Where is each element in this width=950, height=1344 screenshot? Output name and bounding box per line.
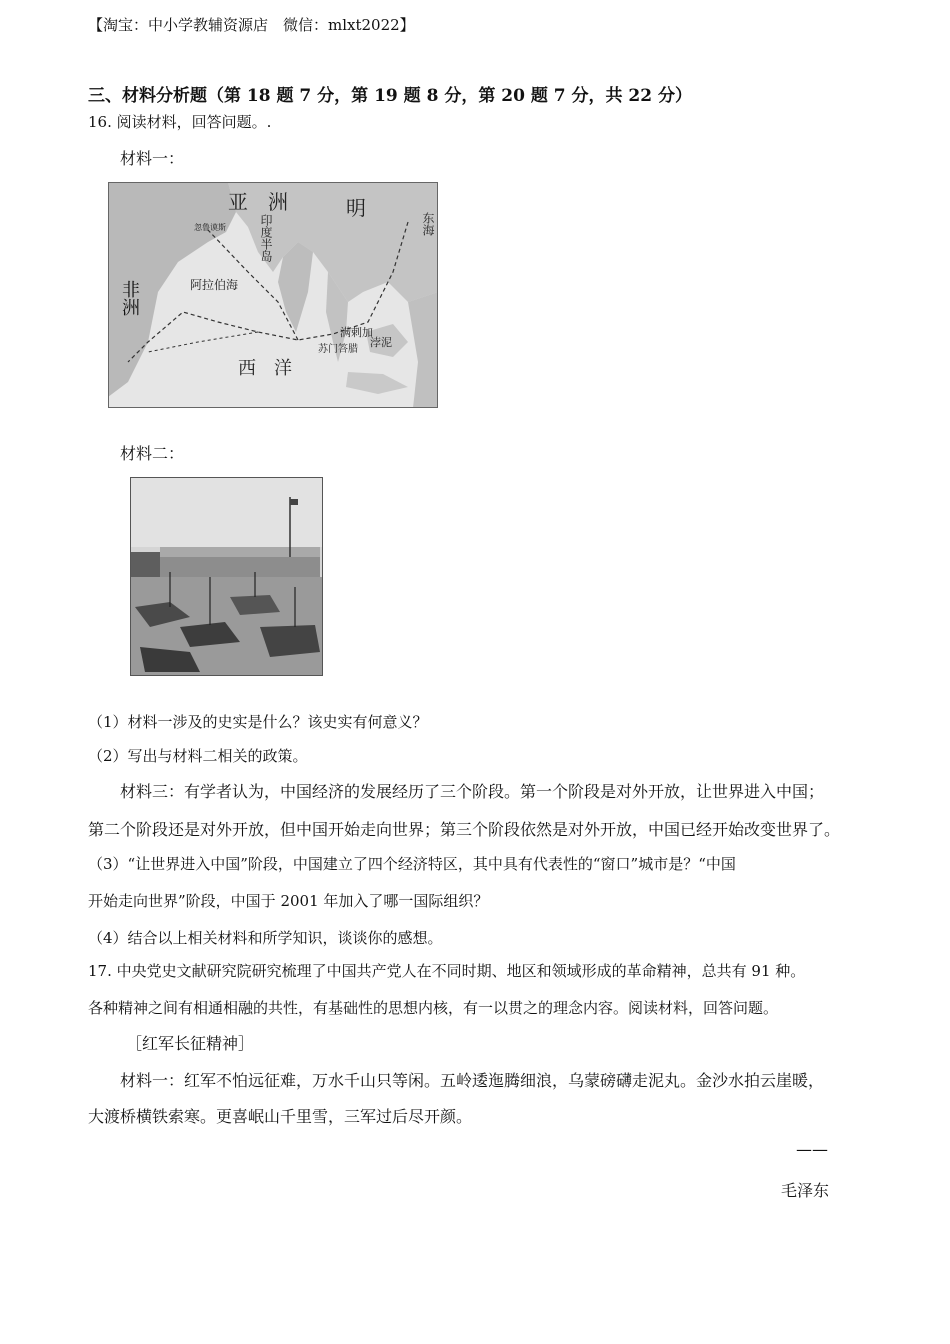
harbor-illustration: [130, 477, 323, 676]
q16-sub3-line2: 开始走向世界”阶段，中国于 2001 年加入了哪一国际组织？: [88, 892, 489, 910]
page-header: 【淘宝：中小学教辅资源店 微信：mlxt2022】: [88, 16, 415, 34]
map-label-ocean: 西 洋: [238, 358, 292, 379]
q16-sub3-line1: （3）“让世界进入中国”阶段，中国建立了四个经济特区，其中具有代表性的“窗口”城市是？“中国: [88, 855, 736, 873]
map-label-ming: 明: [346, 196, 366, 220]
map-label-sumatra: 苏门答腊: [318, 344, 358, 355]
q16-sub1: （1）材料一涉及的史实是什么？该史实有何意义？: [88, 713, 428, 731]
map-label-borneo: 浡泥: [370, 336, 392, 349]
q16-sub2: （2）写出与材料二相关的政策。: [88, 747, 308, 765]
material3-line2: 第二个阶段还是对外开放，但中国开始走向世界；第三个阶段依然是对外开放，中国已经开始改变世界了。: [88, 820, 841, 839]
map-label-malacca: 满剌加: [340, 326, 373, 339]
q16-stem: 16. 阅读材料，回答问题。.: [88, 113, 272, 131]
zheng-he-voyage-map: [108, 182, 438, 408]
q17-stem-line2: 各种精神之间有相通相融的共性，有基础性的思想内核，有一以贯之的理念内容。阅读材料，回答问题。: [88, 999, 779, 1017]
map-label-east-sea: 东海: [421, 212, 435, 236]
material2-label: 材料二：: [120, 444, 185, 463]
q17-bracket-title: ［红军长征精神］: [126, 1034, 255, 1053]
q17-material1-line1: 材料一：红军不怕远征难，万水千山只等闲。五岭逶迤腾细浪，乌蒙磅礴走泥丸。金沙水拍云崖暖，: [120, 1071, 825, 1090]
q17-material1-line2: 大渡桥横铁索寒。更喜岷山千里雪，三军过后尽开颜。: [88, 1107, 473, 1126]
map-label-africa: 非洲: [119, 280, 140, 316]
attribution-author: 毛泽东: [781, 1181, 830, 1200]
attribution-dash: ——: [796, 1140, 828, 1159]
section-title: 三、材料分析题（第 18 题 7 分，第 19 题 8 分，第 20 题 7 分，共 22 分）: [88, 86, 692, 106]
map-label-arabian-sea: 阿拉伯海: [190, 278, 239, 292]
material3-line1: 材料三：有学者认为，中国经济的发展经历了三个阶段。第一个阶段是对外开放，让世界进入中国；: [120, 782, 825, 801]
map-label-hormuz: 忽鲁谟斯: [194, 223, 226, 232]
map-label-india: 印度半岛: [259, 214, 273, 262]
map-label-asia: 亚 洲: [228, 190, 288, 214]
material1-label: 材料一：: [120, 149, 185, 168]
q17-stem-line1: 17. 中央党史文献研究院研究梳理了中国共产党人在不同时期、地区和领域形成的革命精神，总共有 91 种。: [88, 962, 806, 980]
q16-sub4: （4）结合以上相关材料和所学知识，谈谈你的感想。: [88, 929, 443, 947]
